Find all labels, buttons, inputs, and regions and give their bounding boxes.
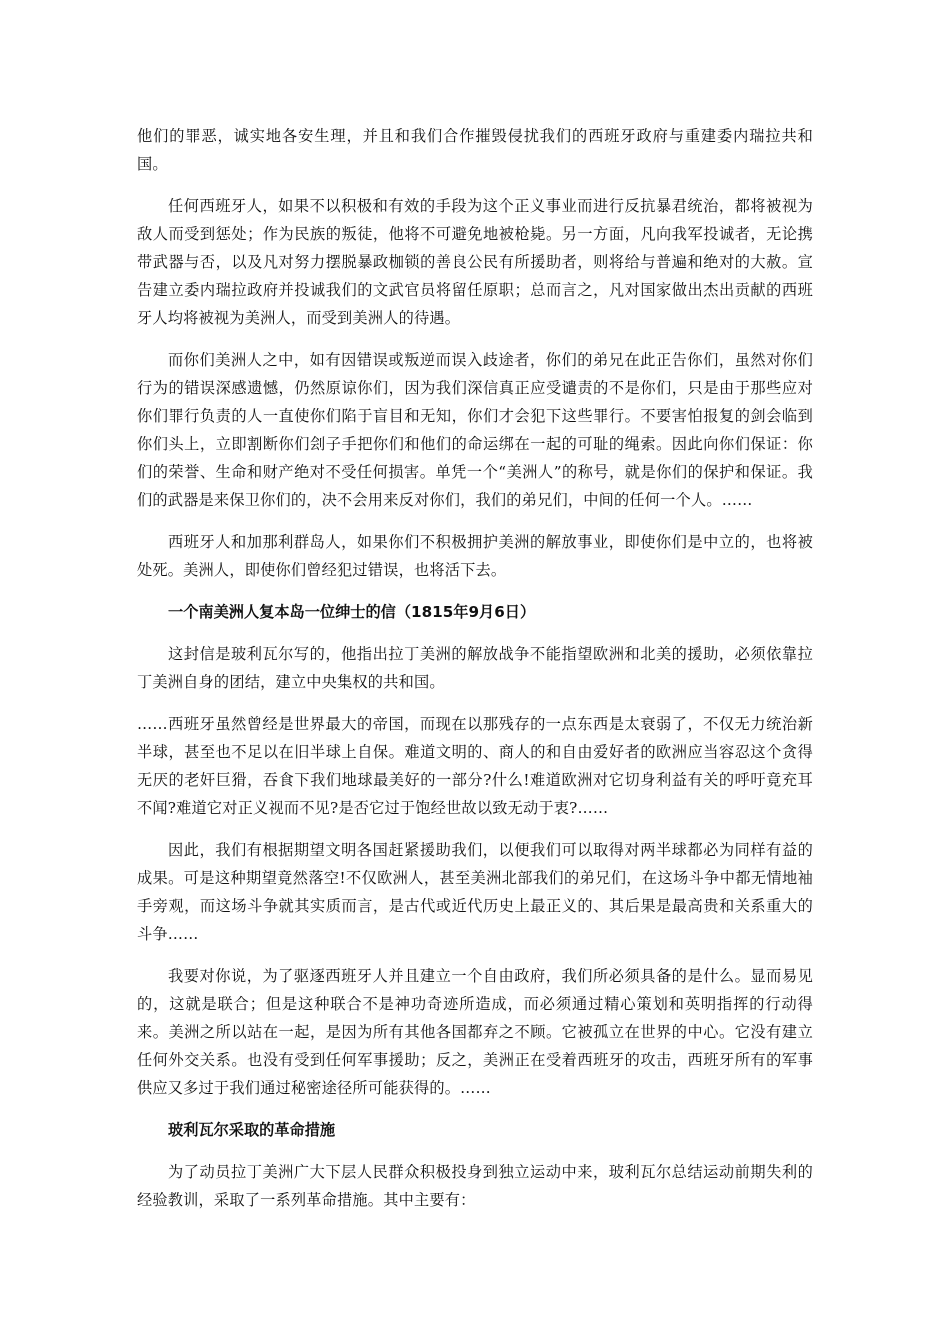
paragraph-letter-intro: 这封信是玻利瓦尔写的，他指出拉丁美洲的解放战争不能指望欧洲和北美的援助，必须依靠拉丁美洲自身的团结，建立中央集权的共和国。 — [137, 645, 813, 691]
heading-letter: 一个南美洲人复本岛一位绅士的信（1815年9月6日） — [168, 603, 536, 621]
paragraph-spanish-penalty: 任何西班牙人，如果不以积极和有效的手段为这个正义事业而进行反抗暴君统治，都将被视为敌人而受到惩处；作为民族的叛徒，他将不可避免地被枪毙。另一方面，凡向我军投诚者，无论携带武器与否，以及凡对努力摆脱暴政枷锁的善良公民有所援助者，则将给与普遍和绝对的大赦。宣告建立委内瑞拉政府并投诚我们的文武官员将留任原职；总而言之，凡对国家做出杰出贡献的西班牙人均将被视为美洲人，而受到美洲人的待遇。 — [137, 197, 813, 327]
paragraph-letter-expectation: 因此，我们有根据期望文明各国赶紧援助我们，以便我们可以取得对两半球都必为同样有益的成果。可是这种期望竟然落空!不仅欧洲人，甚至美洲北部我们的弟兄们，在这场斗争中都无情地袖手旁观，而这场斗争就其实质而言，是古代或近代历史上最正义的、其后果是最高贵和关系重大的斗争…… — [137, 841, 813, 943]
document-body — [137, 122, 813, 1228]
heading-measures: 玻利瓦尔采取的革命措施 — [168, 1121, 336, 1139]
paragraph-letter-union: 我要对你说，为了驱逐西班牙人并且建立一个自由政府，我们所必须具备的是什么。显而易见的，这就是联合；但是这种联合不是神功奇迹所造成，而必须通过精心策划和英明指挥的行动得来。美洲之所以站在一起，是因为所有其他各国都弃之不顾。它被孤立在世界的中心。它没有建立任何外交关系。也没有受到任何军事援助；反之，美洲正在受着西班牙的攻击，西班牙所有的军事供应又多过于我们通过秘密途径所可能获得的。…… — [137, 967, 813, 1097]
paragraph-measures-intro: 为了动员拉丁美洲广大下层人民群众积极投身到独立运动中来，玻利瓦尔总结运动前期失利的经验教训，采取了一系列革命措施。其中主要有： — [137, 1163, 813, 1209]
paragraph-continuation: 他们的罪恶，诚实地各安生理，并且和我们合作摧毁侵扰我们的西班牙政府与重建委内瑞拉共和国。 — [137, 127, 813, 173]
paragraph-americans-pardon: 而你们美洲人之中，如有因错误或叛逆而误入歧途者，你们的弟兄在此正告你们，虽然对你们行为的错误深感遗憾，仍然原谅你们，因为我们深信真正应受谴责的不是你们，只是由于那些应对你们罪行负责的人一直使你们陷于盲目和无知，你们才会犯下这些罪行。不要害怕报复的剑会临到你们头上，立即割断你们刽子手把你们和他们的命运绑在一起的可耻的绳索。因此向你们保证：你们的荣誉、生命和财产绝对不受任何损害。单凭一个“美洲人”的称号，就是你们的保护和保证。我们的武器是来保卫你们的，决不会用来反对你们，我们的弟兄们，中间的任何一个人。…… — [137, 351, 813, 509]
paragraph-canary-islanders: 西班牙人和加那利群岛人，如果你们不积极拥护美洲的解放事业，即使你们是中立的，也将被处死。美洲人，即使你们曾经犯过错误，也将活下去。 — [137, 533, 813, 579]
paragraph-letter-europe: ……西班牙虽然曾经是世界最大的帝国，而现在以那残存的一点东西是太衰弱了，不仅无力统治新半球，甚至也不足以在旧半球上自保。难道文明的、商人的和自由爱好者的欧洲应当容忍这个贪得无厌的老奸巨猾，吞食下我们地球最美好的一部分?什么!难道欧洲对它切身利益有关的呼吁竟充耳不闻?难道它对正义视而不见?是否它过于饱经世故以致无动于衷?…… — [137, 715, 813, 817]
